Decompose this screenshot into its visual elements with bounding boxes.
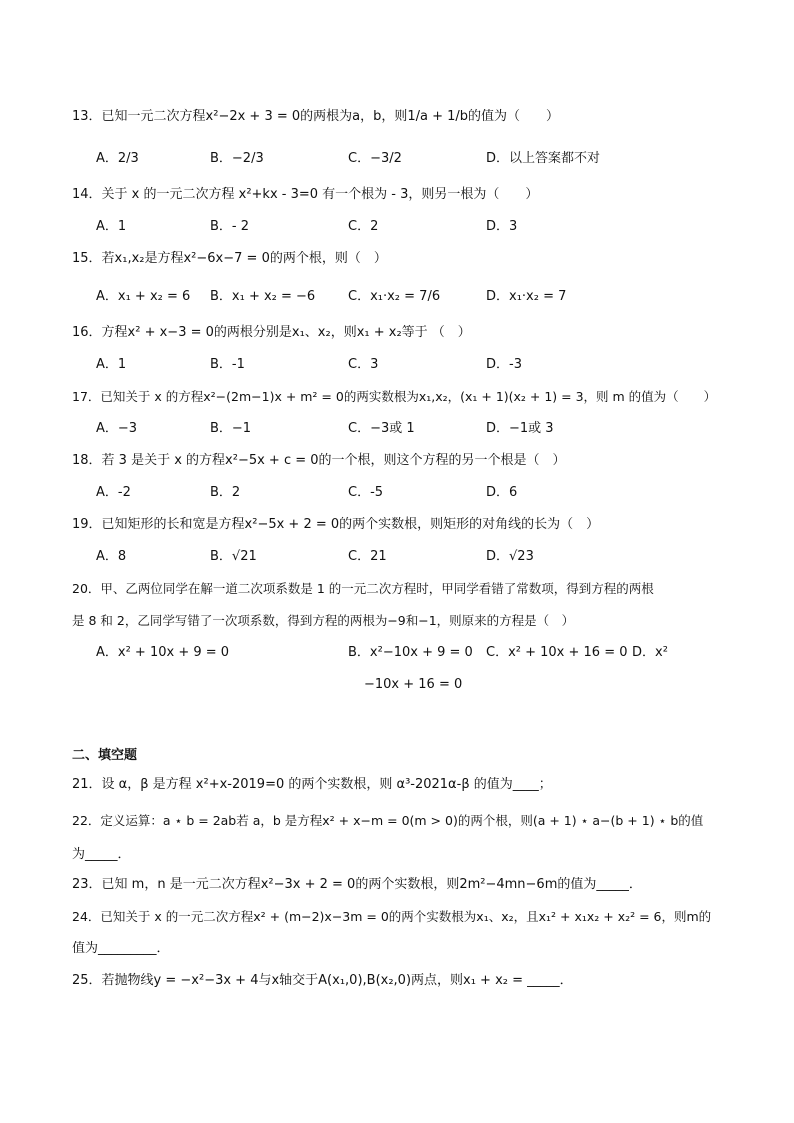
q19-option-d: D．√23 <box>486 549 534 564</box>
q16-option-d: D．-3 <box>486 357 522 372</box>
section-title-fill-in: 二、填空题 <box>72 748 138 763</box>
q20-option-d-continued: −10x + 16 = 0 <box>364 677 463 692</box>
q18-option-a: A．-2 <box>96 485 131 500</box>
q14-option-a: A．1 <box>96 219 127 234</box>
q14-option-d: D．3 <box>486 219 518 234</box>
question-23: 23．已知 m，n 是一元二次方程x²−3x + 2 = 0的两个实数根，则2m²−4mn−6m的值为_____． <box>72 877 642 892</box>
q17-option-b: B．−1 <box>210 421 252 436</box>
q13-option-a: A．2/3 <box>96 151 139 166</box>
q18-option-b: B．2 <box>210 485 241 500</box>
q14-option-b: B．- 2 <box>210 219 250 234</box>
question-22-line2: 为_____． <box>72 847 131 862</box>
q20-option-c: C．x² + 10x + 16 = 0 <box>486 645 628 660</box>
question-15-stem: 15．若x₁,x₂是方程x²−6x−7 = 0的两个根，则（ ） <box>72 251 387 266</box>
question-24-line1: 24．已知关于 x 的一元二次方程x² + (m−2)x−3m = 0的两个实数根为x₁、x₂，且x₁² + x₁x₂ + x₂² = 6，则m的 <box>72 909 712 924</box>
question-21: 21．设 α，β 是方程 x²+x-2019=0 的两个实数根，则 α³-2021α-β 的值为____； <box>72 777 552 792</box>
question-24-line2: 值为_________． <box>72 941 170 956</box>
q15-option-c: C．x₁·x₂ = 7/6 <box>348 289 441 304</box>
question-13-stem: 13．已知一元二次方程x²−2x + 3 = 0的两根为a，b，则1/a + 1/b的值为（ ） <box>72 109 560 124</box>
q18-option-c: C．-5 <box>348 485 384 500</box>
q15-option-a: A．x₁ + x₂ = 6 <box>96 289 191 304</box>
question-14-stem: 14．关于 x 的一元二次方程 x²+kx - 3=0 有一个根为 - 3，则另一根为（ ） <box>72 187 539 202</box>
question-18-stem: 18．若 3 是关于 x 的方程x²−5x + c = 0的一个根，则这个方程的另一个根是（ ） <box>72 453 566 468</box>
q17-option-a: A．−3 <box>96 421 138 436</box>
q13-option-c: C．−3/2 <box>348 151 402 166</box>
question-25: 25．若抛物线y = −x²−3x + 4与x轴交于A(x₁,0),B(x₂,0)两点，则x₁ + x₂ = _____． <box>72 973 573 988</box>
q16-option-a: A．1 <box>96 357 127 372</box>
q15-option-d: D．x₁·x₂ = 7 <box>486 289 567 304</box>
q14-option-c: C．2 <box>348 219 379 234</box>
q16-option-b: B．-1 <box>210 357 245 372</box>
q17-option-d: D．−1或 3 <box>486 421 554 436</box>
q16-option-c: C．3 <box>348 357 379 372</box>
q19-option-c: C．21 <box>348 549 387 564</box>
question-16-stem: 16．方程x² + x−3 = 0的两根分别是x₁、x₂，则x₁ + x₂等于 （ ） <box>72 325 471 340</box>
q20-option-d: D．x² <box>632 645 668 660</box>
q13-option-b: B．−2/3 <box>210 151 264 166</box>
q15-option-b: B．x₁ + x₂ = −6 <box>210 289 316 304</box>
question-19-stem: 19．已知矩形的长和宽是方程x²−5x + 2 = 0的两个实数根，则矩形的对角线的长为（ ） <box>72 517 600 532</box>
question-20-line2: 是 8 和 2，乙同学写错了一次项系数，得到方程的两根为−9和−1，则原来的方程是（ ） <box>72 613 575 628</box>
q19-option-a: A．8 <box>96 549 127 564</box>
q20-option-b: B．x²−10x + 9 = 0 <box>348 645 473 660</box>
question-22-line1: 22．定义运算：a ⋆ b = 2ab若 a，b 是方程x² + x−m = 0(m > 0)的两个根，则(a + 1) ⋆ a−(b + 1) ⋆ b的值 <box>72 813 704 828</box>
question-17-stem: 17．已知关于 x 的方程x²−(2m−1)x + m² = 0的两实数根为x₁,x₂，(x₁ + 1)(x₂ + 1) = 3，则 m 的值为（ ） <box>72 389 717 404</box>
q18-option-d: D．6 <box>486 485 518 500</box>
q17-option-c: C．−3或 1 <box>348 421 415 436</box>
q19-option-b: B．√21 <box>210 549 257 564</box>
q13-option-d: D．以上答案都不对 <box>486 151 601 166</box>
question-20-line1: 20．甲、乙两位同学在解一道二次项系数是 1 的一元二次方程时，甲同学看错了常数项，得到方程的两根 <box>72 581 654 596</box>
q20-option-a: A．x² + 10x + 9 = 0 <box>96 645 230 660</box>
